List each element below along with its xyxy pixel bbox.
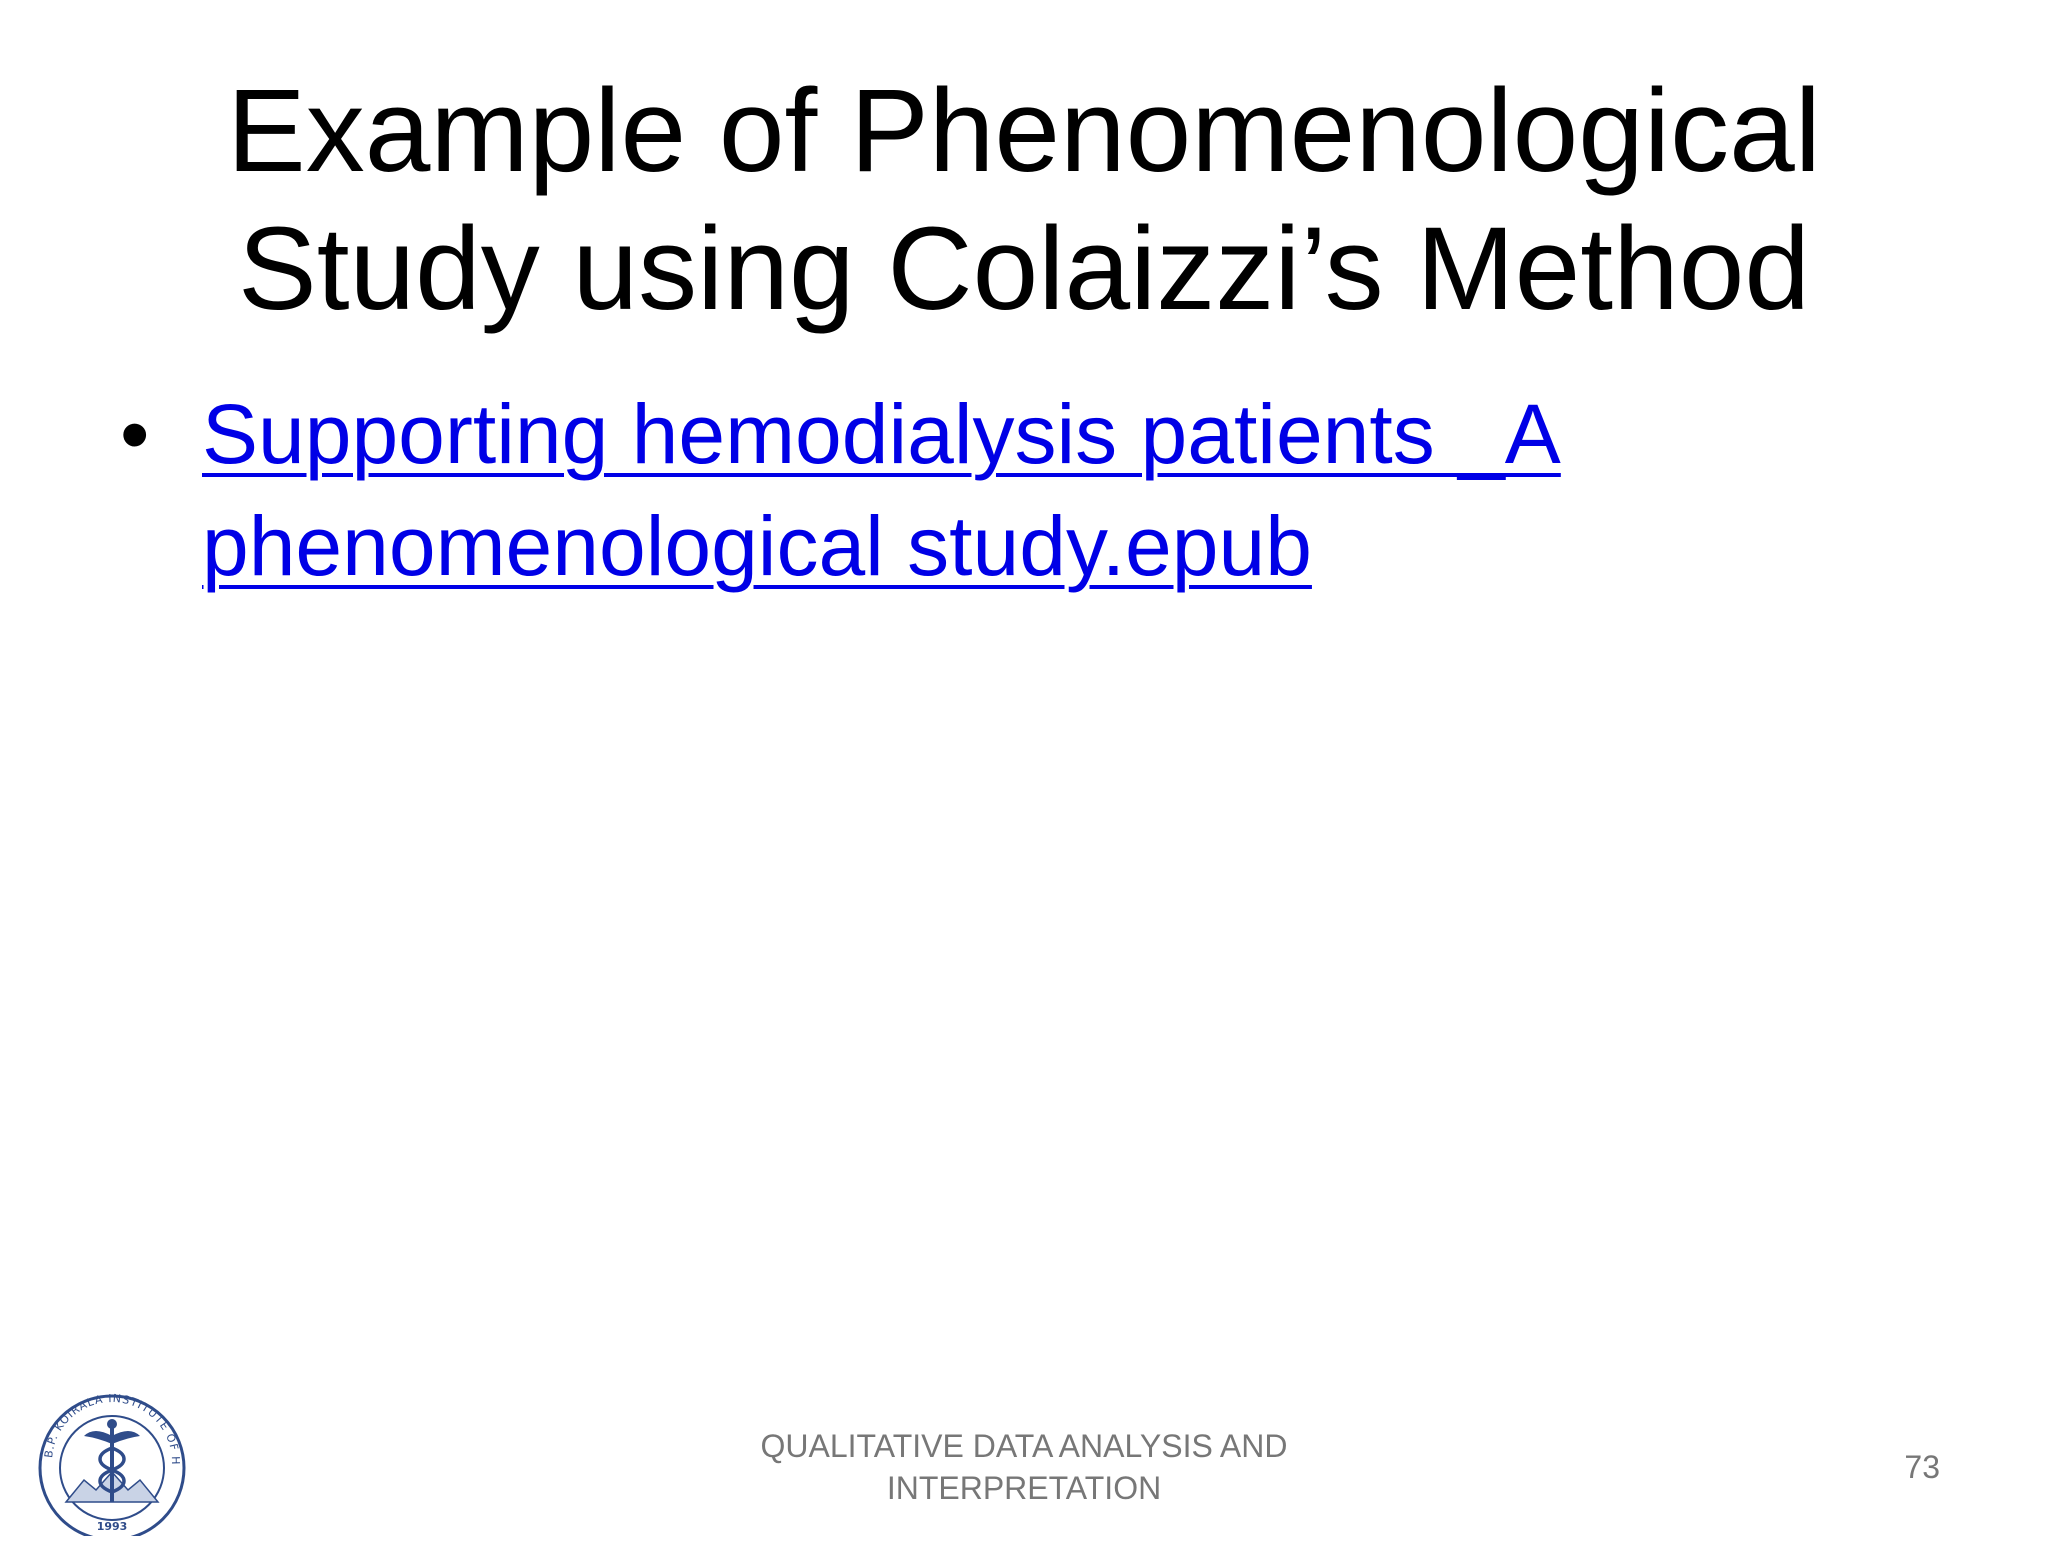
slide-title-line-2: Study using Colaizzi’s Method: [238, 203, 1810, 335]
epub-file-link-line-1: Supporting hemodialysis patients _A: [202, 387, 1561, 481]
footer-text: [640, 1425, 1408, 1509]
bullet-item: [120, 378, 1900, 602]
slide-title: [0, 62, 2048, 338]
svg-text:B.P. KOIRALA INSTITUTE OF HEAL: B.P. KOIRALA INSTITUTE OF H: [42, 1391, 183, 1466]
bullet-list: [120, 378, 1900, 602]
slide-title-line-1: Example of Phenomenological: [227, 65, 1821, 197]
svg-text:1993: 1993: [96, 1520, 128, 1533]
epub-file-link-line-2: phenomenological study.epub: [202, 499, 1312, 593]
institute-seal-logo: [18, 1384, 206, 1536]
bullet-marker: •: [120, 387, 150, 481]
footer-text-line-1: QUALITATIVE DATA ANALYSIS AND: [760, 1428, 1288, 1464]
footer-text-line-2: INTERPRETATION: [886, 1470, 1162, 1506]
epub-file-link[interactable]: [202, 387, 1561, 593]
page-number: 73: [1904, 1449, 1940, 1485]
seal-icon: [18, 1384, 206, 1536]
